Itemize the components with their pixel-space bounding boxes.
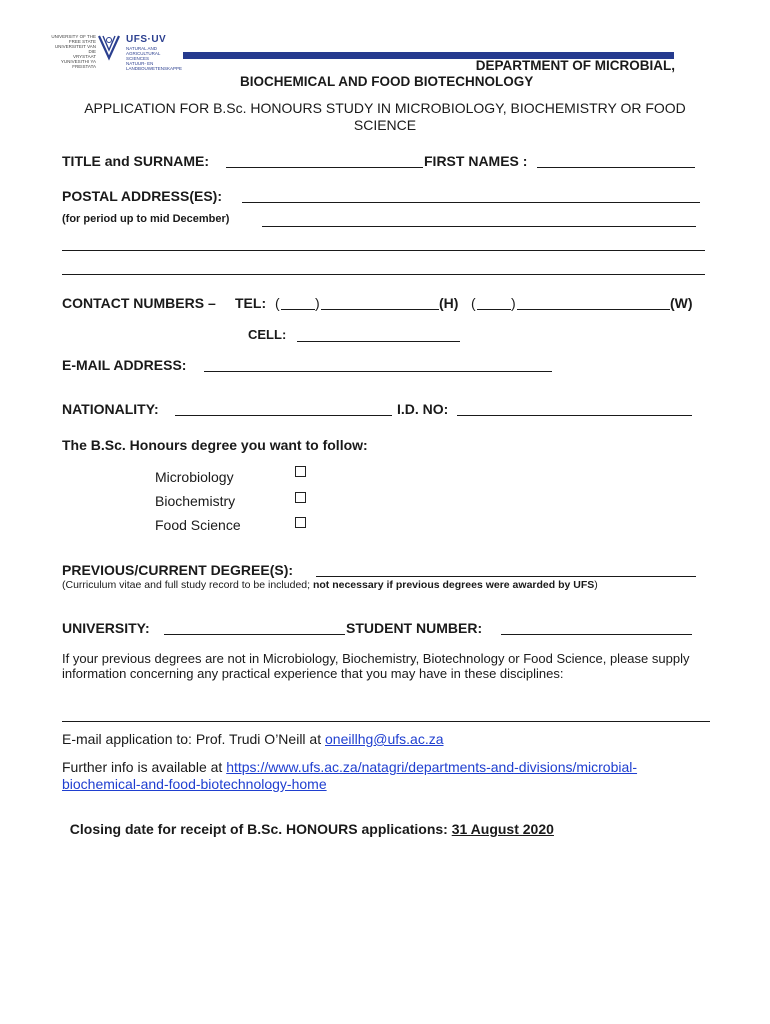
email-application-text: E-mail application to: Prof. Trudi O’Neill at <box>62 731 325 747</box>
postal-address-field[interactable] <box>242 202 700 203</box>
email-label: E-MAIL ADDRESS: <box>62 357 187 373</box>
ufs-shield-icon <box>96 33 122 61</box>
contact-numbers-label: CONTACT NUMBERS – <box>62 295 220 311</box>
department-url-link-continued[interactable]: biochemical-and-food-biotechnology-home <box>62 776 327 792</box>
microbiology-checkbox[interactable] <box>295 466 306 477</box>
previous-degree-label: PREVIOUS/CURRENT DEGREE(S): <box>62 562 294 578</box>
tel-label: TEL: <box>235 295 267 311</box>
first-names-field[interactable] <box>537 167 695 168</box>
experience-instructions: If your previous degrees are not in Microbiology, Biochemistry, Biotechnology or Food Science, please supply information concerning any practical experience that you may have in these disciplines: <box>62 651 690 681</box>
biochemistry-checkbox[interactable] <box>295 492 306 503</box>
tel-work-field[interactable] <box>517 309 670 310</box>
nationality-field[interactable] <box>175 415 392 416</box>
department-title-line1: DEPARTMENT OF MICROBIAL, <box>475 58 675 73</box>
university-field[interactable] <box>164 634 345 635</box>
cell-field[interactable] <box>297 341 460 342</box>
contact-email-link[interactable]: oneillhg@ufs.ac.za <box>325 731 444 747</box>
department-url-link[interactable]: https://www.ufs.ac.za/natagri/departments-and-divisions/microbial- <box>226 759 638 775</box>
postal-address-field-4[interactable] <box>62 274 705 275</box>
previous-degree-note <box>62 579 598 591</box>
university-label: UNIVERSITY: <box>62 620 150 636</box>
id-number-label: I.D. NO: <box>397 401 449 417</box>
experience-field[interactable] <box>62 721 710 722</box>
tel-w-paren-close: ) <box>511 295 516 311</box>
closing-date-value: 31 August 2020 <box>451 821 554 837</box>
tel-home-marker: (H) <box>439 295 459 311</box>
previous-degree-note-emphasis: not necessary if previous degrees were awarded by UFS <box>312 579 595 591</box>
postal-address-label: POSTAL ADDRESS(ES): <box>62 188 222 204</box>
degree-question: The B.Sc. Honours degree you want to follow: <box>62 437 368 453</box>
ufs-brand-name: UFS·UV <box>126 34 167 45</box>
email-field[interactable] <box>204 371 552 372</box>
postal-address-field-3[interactable] <box>62 250 705 251</box>
option-label-biochemistry: Biochemistry <box>155 493 236 509</box>
student-number-label: STUDENT NUMBER: <box>346 620 483 636</box>
id-number-field[interactable] <box>457 415 692 416</box>
student-number-field[interactable] <box>501 634 692 635</box>
cell-label: CELL: <box>248 327 287 342</box>
option-label-microbiology: Microbiology <box>155 469 234 485</box>
first-names-label: FIRST NAMES : <box>424 153 528 169</box>
tel-h-paren-open: ( <box>275 295 280 311</box>
nationality-label: NATIONALITY: <box>62 401 159 417</box>
previous-degree-note-text: (Curriculum vitae and full study record to be included; <box>62 579 313 591</box>
previous-degree-note-close: ) <box>594 579 598 591</box>
title-surname-label: TITLE and SURNAME: <box>62 153 209 169</box>
email-application-line <box>62 731 444 747</box>
title-surname-field[interactable] <box>226 167 423 168</box>
closing-date-line <box>62 805 554 837</box>
further-info-text: Further info is available at <box>62 759 227 775</box>
tel-h-area-code-field[interactable] <box>281 309 315 310</box>
further-info-line-2 <box>62 776 327 792</box>
tel-w-paren-open: ( <box>471 295 476 311</box>
faculty-logo-text: NATURAL AND AGRICULTURAL SCIENCES NATUUR- EN LANDBOUWETENSKAPPE <box>126 46 183 71</box>
ufs-logo-text: UNIVERSITY OF THE FREE STATE UNIVERSITEIT VAN DIE VRYSTAAT YUNIVESITHI YA FREISTATA <box>51 34 96 69</box>
previous-degree-field[interactable] <box>316 576 696 577</box>
tel-w-area-code-field[interactable] <box>477 309 511 310</box>
tel-home-field[interactable] <box>321 309 439 310</box>
postal-address-field-2[interactable] <box>262 226 696 227</box>
postal-address-note: (for period up to mid December) <box>62 213 230 225</box>
department-title-line2: BIOCHEMICAL AND FOOD BIOTECHNOLOGY <box>240 74 534 89</box>
food-science-checkbox[interactable] <box>295 517 306 528</box>
application-title: APPLICATION FOR B.Sc. HONOURS STUDY IN MICROBIOLOGY, BIOCHEMISTRY OR FOOD SCIENCE <box>84 100 686 133</box>
further-info-line <box>62 759 637 775</box>
option-label-food-science: Food Science <box>155 517 241 533</box>
tel-work-marker: (W) <box>670 295 693 311</box>
closing-date-label: Closing date for receipt of B.Sc. HONOURS applications: <box>69 821 452 837</box>
tel-h-paren-close: ) <box>315 295 320 311</box>
